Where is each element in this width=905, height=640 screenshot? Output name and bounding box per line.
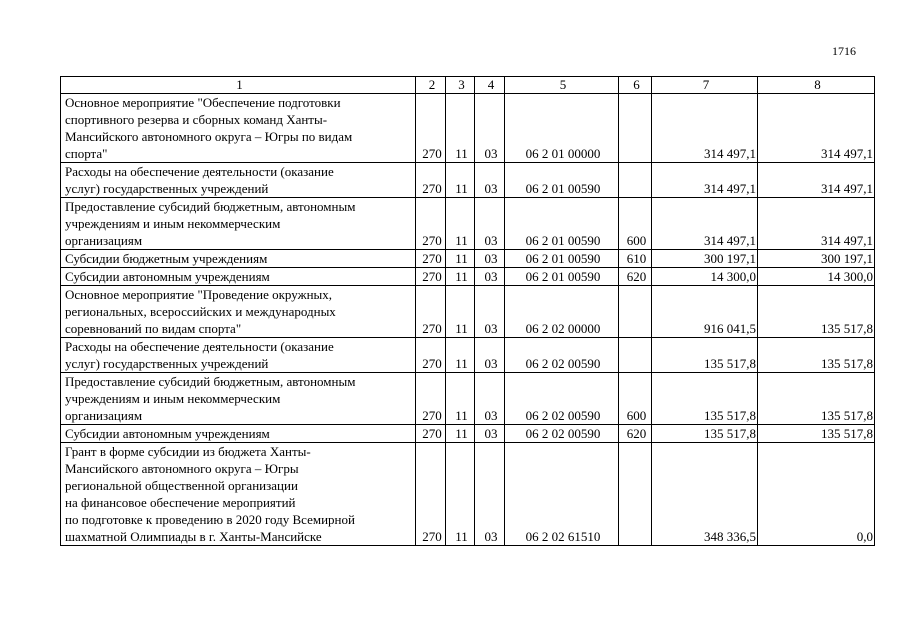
cell-amount-7: 348 336,5: [652, 443, 758, 546]
cell-amount-8: 135 517,8: [758, 425, 875, 443]
table-row: [61, 443, 875, 546]
table-row: [61, 338, 875, 373]
table-row: [61, 286, 875, 338]
cell-section: 11: [446, 198, 475, 250]
cell-amount-7: 314 497,1: [652, 94, 758, 163]
row-name: Субсидии автономным учреждениям: [61, 425, 416, 443]
cell-subsection: 03: [475, 443, 505, 546]
budget-table: [60, 76, 875, 546]
cell-ministry-code: 270: [416, 373, 446, 425]
row-name: Основное мероприятие "Проведение окружных, региональных, всероссийских и международных соревнований по видам спорта": [61, 286, 416, 338]
row-name: Предоставление субсидий бюджетным, автономным учреждениям и иным некоммерческим организациям: [61, 373, 416, 425]
cell-target-article: 06 2 01 00590: [505, 198, 619, 250]
table-row: [61, 198, 875, 250]
cell-expense-type: [619, 443, 652, 546]
column-header: 7: [652, 77, 758, 94]
cell-ministry-code: 270: [416, 425, 446, 443]
cell-target-article: 06 2 01 00000: [505, 94, 619, 163]
cell-ministry-code: 270: [416, 163, 446, 198]
column-header: 8: [758, 77, 875, 94]
column-header: 2: [416, 77, 446, 94]
cell-amount-8: 0,0: [758, 443, 875, 546]
cell-subsection: 03: [475, 286, 505, 338]
cell-expense-type: [619, 338, 652, 373]
cell-amount-7: 135 517,8: [652, 338, 758, 373]
cell-amount-7: 314 497,1: [652, 163, 758, 198]
cell-expense-type: 610: [619, 250, 652, 268]
cell-expense-type: [619, 286, 652, 338]
cell-section: 11: [446, 94, 475, 163]
cell-target-article: 06 2 02 00000: [505, 286, 619, 338]
cell-amount-8: 135 517,8: [758, 338, 875, 373]
cell-target-article: 06 2 02 00590: [505, 425, 619, 443]
cell-section: 11: [446, 338, 475, 373]
cell-amount-7: 135 517,8: [652, 425, 758, 443]
cell-subsection: 03: [475, 198, 505, 250]
cell-ministry-code: 270: [416, 268, 446, 286]
cell-amount-8: 314 497,1: [758, 198, 875, 250]
cell-amount-7: 300 197,1: [652, 250, 758, 268]
cell-target-article: 06 2 01 00590: [505, 250, 619, 268]
cell-expense-type: 620: [619, 268, 652, 286]
cell-subsection: 03: [475, 250, 505, 268]
cell-subsection: 03: [475, 425, 505, 443]
cell-target-article: 06 2 01 00590: [505, 163, 619, 198]
header-row: [61, 77, 875, 94]
column-header: 6: [619, 77, 652, 94]
cell-expense-type: 620: [619, 425, 652, 443]
row-name: Грант в форме субсидии из бюджета Ханты- Мансийского автономного округа – Югры региональной общественной организации на финансовое обеспечение мероприятий по подготовке к проведению в 2020 году Всемирной шахматной Олимпиады в г. Ханты-Мансийске: [61, 443, 416, 546]
row-name: Расходы на обеспечение деятельности (оказание услуг) государственных учреждений: [61, 338, 416, 373]
cell-amount-7: 916 041,5: [652, 286, 758, 338]
row-name: Расходы на обеспечение деятельности (оказание услуг) государственных учреждений: [61, 163, 416, 198]
table-row: [61, 425, 875, 443]
cell-section: 11: [446, 268, 475, 286]
cell-target-article: 06 2 01 00590: [505, 268, 619, 286]
cell-amount-7: 14 300,0: [652, 268, 758, 286]
cell-target-article: 06 2 02 00590: [505, 373, 619, 425]
cell-ministry-code: 270: [416, 443, 446, 546]
cell-ministry-code: 270: [416, 198, 446, 250]
cell-subsection: 03: [475, 373, 505, 425]
cell-amount-8: 314 497,1: [758, 94, 875, 163]
cell-subsection: 03: [475, 338, 505, 373]
cell-expense-type: 600: [619, 373, 652, 425]
row-name: Предоставление субсидий бюджетным, автономным учреждениям и иным некоммерческим организациям: [61, 198, 416, 250]
cell-amount-7: 314 497,1: [652, 198, 758, 250]
column-header: 1: [61, 77, 416, 94]
table-row: [61, 373, 875, 425]
row-name: Основное мероприятие "Обеспечение подготовки спортивного резерва и сборных команд Ханты- Мансийского автономного округа – Югры по видам спорта": [61, 94, 416, 163]
cell-section: 11: [446, 286, 475, 338]
cell-amount-8: 135 517,8: [758, 373, 875, 425]
page-number: 1716: [832, 44, 856, 58]
cell-subsection: 03: [475, 94, 505, 163]
column-header: 3: [446, 77, 475, 94]
row-name: Субсидии бюджетным учреждениям: [61, 250, 416, 268]
cell-amount-8: 300 197,1: [758, 250, 875, 268]
cell-ministry-code: 270: [416, 286, 446, 338]
cell-subsection: 03: [475, 163, 505, 198]
cell-amount-8: 314 497,1: [758, 163, 875, 198]
cell-amount-7: 135 517,8: [652, 373, 758, 425]
table-row: [61, 250, 875, 268]
table-row: [61, 268, 875, 286]
table-row: [61, 94, 875, 163]
cell-section: 11: [446, 443, 475, 546]
cell-expense-type: [619, 163, 652, 198]
row-name: Субсидии автономным учреждениям: [61, 268, 416, 286]
cell-amount-8: 14 300,0: [758, 268, 875, 286]
table-row: [61, 163, 875, 198]
cell-ministry-code: 270: [416, 94, 446, 163]
cell-section: 11: [446, 425, 475, 443]
cell-section: 11: [446, 163, 475, 198]
cell-section: 11: [446, 250, 475, 268]
column-header: 4: [475, 77, 505, 94]
cell-expense-type: 600: [619, 198, 652, 250]
cell-amount-8: 135 517,8: [758, 286, 875, 338]
cell-target-article: 06 2 02 00590: [505, 338, 619, 373]
cell-ministry-code: 270: [416, 338, 446, 373]
cell-subsection: 03: [475, 268, 505, 286]
column-header: 5: [505, 77, 619, 94]
cell-ministry-code: 270: [416, 250, 446, 268]
cell-target-article: 06 2 02 61510: [505, 443, 619, 546]
cell-section: 11: [446, 373, 475, 425]
cell-expense-type: [619, 94, 652, 163]
